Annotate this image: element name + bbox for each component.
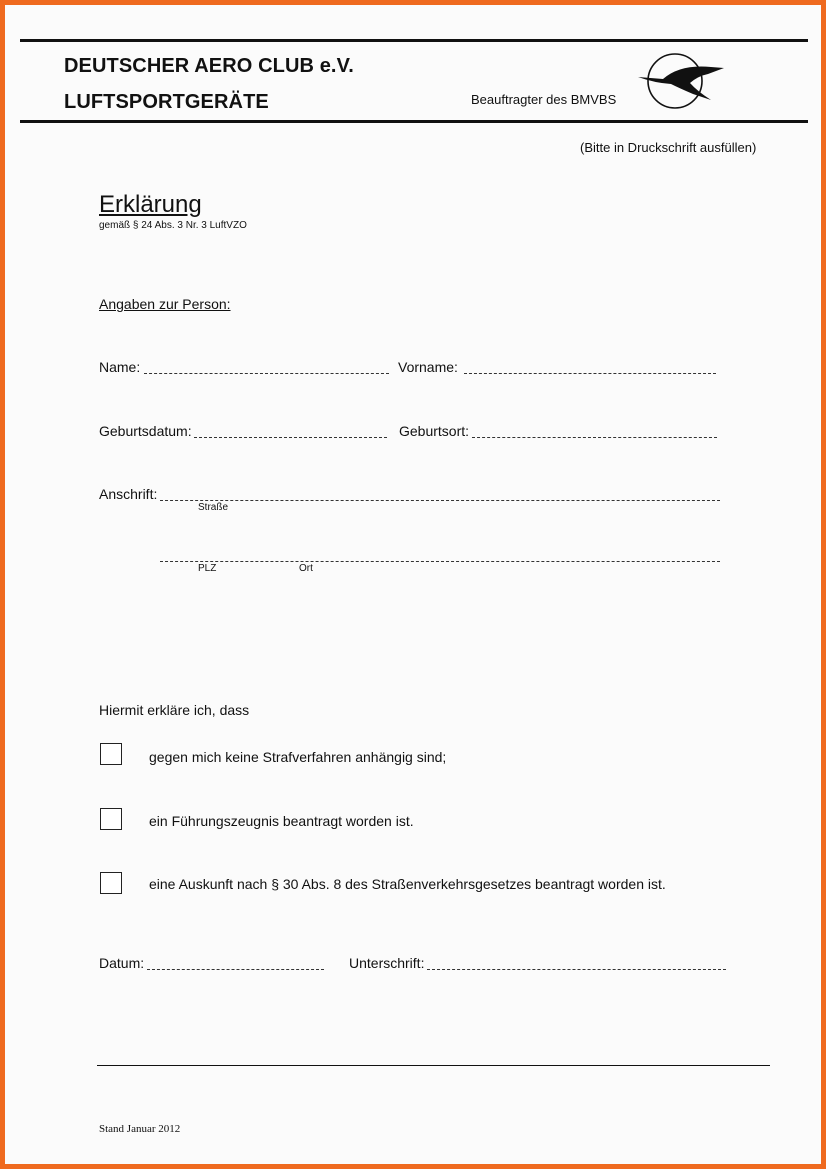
name-label: Name: [99, 359, 141, 375]
footer-rule [97, 1065, 770, 1066]
header-bottom-rule [20, 120, 808, 123]
option-certificate-requested: ein Führungszeugnis beantragt worden ist. [149, 813, 414, 829]
option-traffic-record-requested: eine Auskunft nach § 30 Abs. 8 des Straßenverkehrsgesetzes beantragt worden ist. [149, 876, 666, 892]
datum-field[interactable] [147, 969, 324, 970]
strasse-field[interactable] [160, 500, 720, 501]
geburtsdatum-label: Geburtsdatum: [99, 423, 192, 439]
geburtsort-label: Geburtsort: [399, 423, 470, 439]
print-instruction: (Bitte in Druckschrift ausfüllen) [580, 140, 757, 155]
option-no-criminal-proceedings: gegen mich keine Strafverfahren anhängig sind; [149, 749, 447, 765]
ort-hint: Ort [299, 563, 313, 574]
page-title: Erklärung [99, 191, 202, 218]
geburtsdatum-field[interactable] [194, 437, 387, 438]
declaration-intro: Hiermit erkläre ich, dass [99, 702, 250, 718]
checkbox-traffic-record-requested[interactable] [100, 872, 122, 894]
checkbox-certificate-requested[interactable] [100, 808, 122, 830]
unterschrift-field[interactable] [427, 969, 726, 970]
org-name: DEUTSCHER AERO CLUB e.V. [64, 55, 354, 77]
dac-eagle-logo-icon [635, 50, 727, 114]
legal-reference: gemäß § 24 Abs. 3 Nr. 3 LuftVZO [99, 220, 247, 231]
org-division: LUFTSPORTGERÄTE [64, 91, 269, 113]
section-heading-person: Angaben zur Person: [99, 296, 231, 312]
anschrift-label: Anschrift: [99, 486, 158, 502]
geburtsort-field[interactable] [472, 437, 717, 438]
datum-label: Datum: [99, 955, 145, 971]
unterschrift-label: Unterschrift: [349, 955, 425, 971]
vorname-field[interactable] [464, 373, 716, 374]
plz-ort-field[interactable] [160, 561, 720, 562]
plz-hint: PLZ [198, 563, 217, 574]
header-top-rule [20, 39, 808, 42]
vorname-label: Vorname: [398, 359, 458, 375]
authority-text: Beauftragter des BMVBS [471, 92, 617, 107]
strasse-hint: Straße [198, 502, 229, 513]
name-field[interactable] [144, 373, 389, 374]
revision-date: Stand Januar 2012 [99, 1123, 181, 1135]
checkbox-no-criminal-proceedings[interactable] [100, 743, 122, 765]
